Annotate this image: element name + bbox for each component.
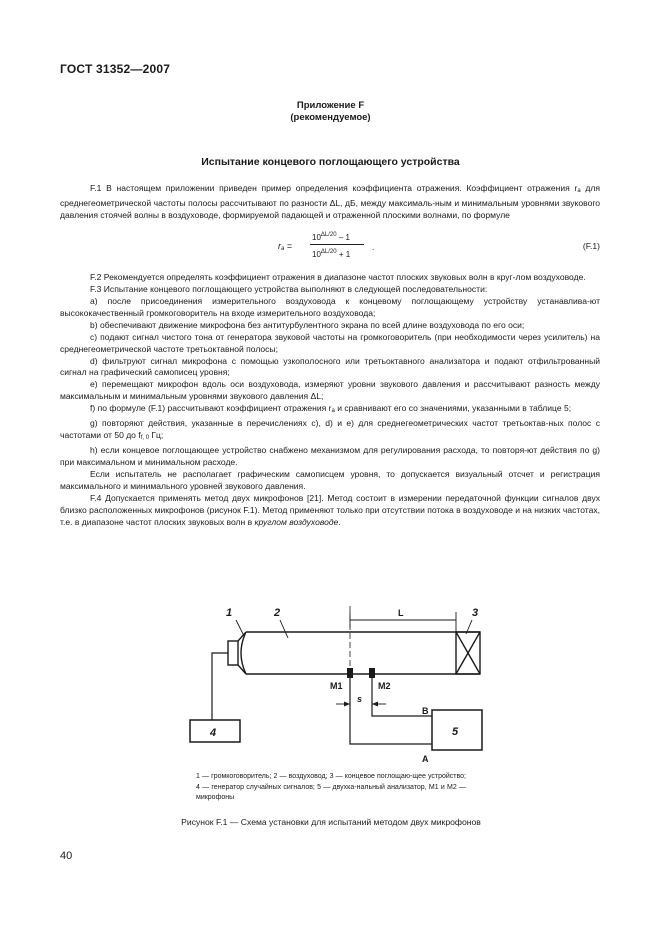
paragraph-f4 [60,493,600,529]
fraction-bar [310,244,364,245]
list-item-g [60,418,600,445]
arrowhead [344,702,350,707]
formula-symbol: r [278,240,281,251]
formula-f1 [60,228,600,266]
formula-subscript: a [281,245,285,252]
arrowhead [372,702,378,707]
text-run: F.1 В настоящем приложении приведен пример определения коэффициента отражения. Коэффициент отражения r [90,183,578,193]
label-m1: M1 [330,681,343,691]
num-exponent: ΔL/20 [320,231,337,238]
label-4: 4 [210,727,217,739]
paragraph-f2: F.2 Рекомендуется определять коэффициент отражения в диапазоне частот плоских звуковых волн в круг-лом воздуховоде. [90,271,586,282]
list-item-f [60,403,600,418]
text-run: g) повторяют действия, указанные в перечислениях с), d) и е) для среднегеометрических частот третьоктав-ных полос с частотами от 50 до f [60,418,600,441]
den-tail: + 1 [336,249,351,259]
label-a: A [422,754,429,764]
paragraph-f1 [60,183,600,222]
label-s: s [357,694,363,704]
mic-m1-wire [350,674,432,744]
formula-equals: = [286,240,293,251]
duct [241,632,246,674]
list-item-e: е) перемещают микрофон вдоль оси воздуховода, измеряют уровни звукового давления и рассчитывают разность между максимальным и минимальным уровнями звукового давления ΔL; [60,379,600,402]
list-item-d: d) фильтруют сигнал микрофона с помощью узкополосного или третьоктавного анализатора и подают отфильтрованный сигнал на графический самописец уровня; [60,355,600,378]
italic-run: круглом воздуховоде [254,516,339,527]
den-exponent: ΔL/20 [320,248,337,255]
body-text [60,183,600,529]
num-tail: – 1 [336,232,350,242]
list-item-h: h) если концевое поглощающее устройство снабжено механизмом для регулирования расхода, то повторя-ют действия по g) при максимальном и минимальном расходе. [60,445,600,468]
text-run: Гц; [149,430,164,441]
label-m2: M2 [378,681,391,691]
formula-lhs [278,241,292,256]
label-b: B [422,706,429,716]
figure-caption: Рисунок F.1 — Схема установки для испытаний методом двух микрофонов [181,817,481,827]
list-item-b: b) обеспечивают движение микрофона без антитурбулентного экрана по всей длине воздуховода по его оси; [90,319,525,330]
figure-f1-diagram [160,598,500,768]
microphone-m2 [369,668,375,678]
text-run: F.4 Допускается применять метод двух микрофонов [21]. Метод состоит в измерении передаточной функции сигналов двух близко расположенных микрофонов (рисунок F.1). Метод применяют только при отсутствии потока в воздуховоде и на низких частотах, т.е. в диапазоне частот плоских звуковых волн в [60,493,600,527]
label-2-leader [280,620,288,638]
formula-number: (F.1) [582,240,600,251]
subscript: f, 0 [140,435,150,442]
list-item-a: а) после присоединения измерительного воздуховода к концевому поглощающему устройству устанавлива-ют высококачественный громкоговоритель на входе измерительного воздуховода; [60,295,600,318]
subscript: a [331,408,335,415]
formula-dot: . [372,241,375,252]
label-1: 1 [226,607,233,619]
paragraph-f3: F.3 Испытание концевого поглощающего устройства выполняют в следующей последовательности: [90,283,488,294]
annex-subtitle: (рекомендуемое) [290,112,371,123]
label-5: 5 [452,726,459,738]
label-1-leader [236,620,244,636]
section-title: Испытание концевого поглощающего устройства [201,156,460,168]
loudspeaker [228,641,238,665]
text-run: и сравнивают его со значениями, указанными в таблице 5; [334,403,572,414]
microphone-m1 [347,668,353,678]
subscript: a [577,188,581,194]
label-l: L [398,608,404,618]
page-header-standard: ГОСТ 31352—2007 [60,62,171,76]
den-base: 10 [312,249,321,259]
annex-heading [0,100,661,124]
generator-wire [212,653,228,720]
formula-denominator [312,247,350,261]
figure-legend: 1 — громкоговоритель; 2 — воздуховод; 3 — концевое поглощаю-щее устройство; 4 — генератор случайных сигналов; 5 — двухка-нальный анализатор, М1 и М2 — микрофоны [196,773,466,801]
page-number: 40 [60,850,73,862]
label-3: 3 [472,607,479,619]
num-base: 10 [312,232,321,242]
list-item-c: с) подают сигнал чистого тона от генератора звуковой частоты на громкоговоритель (при необходимости через усилитель) на среднегеометрической частоте третьоктавной полосы; [60,331,600,354]
annex-title: Приложение F [296,100,365,111]
formula-numerator [312,230,350,244]
text-run: для среднегеометрической частоты полосы рассчитывают по разности ΔL, дБ, между максималь-ным и минимальным уровнями звукового давления стоячей волны в воздуховоде, формируемой падающей и отраженной плоскими волнами, по формуле [60,183,600,220]
paragraph-note: Если испытатель не располагает графическим самописцем уровня, то допускается визуальный отсчет и регистрация максимального и минимального уровней звукового давления. [60,469,600,492]
text-run: . [338,516,341,527]
text-run: f) по формуле (F.1) рассчитывают коэффициент отражения r [90,403,332,414]
label-2: 2 [274,607,281,619]
